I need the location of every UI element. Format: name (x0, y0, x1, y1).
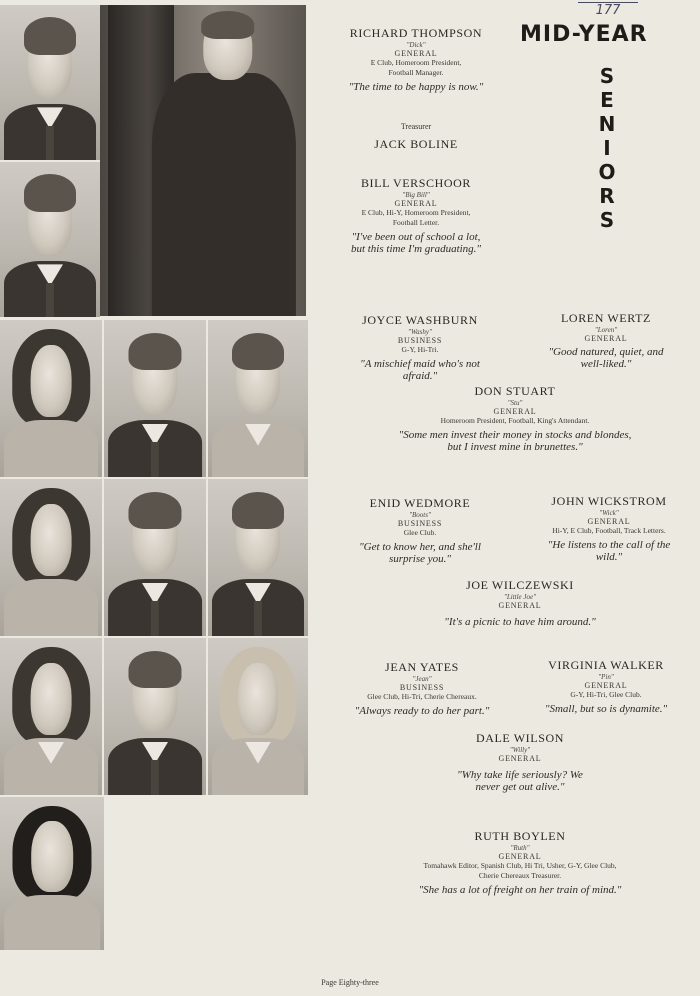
senior-nickname: "Dick" (406, 41, 426, 49)
senior-course: BUSINESS (397, 519, 443, 528)
senior-activities: Hi-Y, E Club, Football, Track Letters. (552, 526, 666, 535)
senior-nickname: "Washy" (408, 328, 432, 336)
senior-nickname: "Stu" (507, 399, 523, 407)
senior-entry (316, 176, 516, 255)
portrait-joyce-washburn (0, 320, 102, 477)
senior-course: GENERAL (498, 754, 542, 763)
senior-entry (320, 496, 520, 565)
senior-quote: "A mischief maid who's not afraid." (360, 358, 480, 382)
senior-course: GENERAL (587, 517, 631, 526)
senior-activities: Glee Club. (403, 528, 437, 537)
senior-entry (316, 26, 516, 93)
officer-label: Treasurer (400, 122, 432, 131)
senior-entry (380, 578, 660, 628)
senior-activities: E Club, Hi-Y, Homeroom President, Football Letter. (361, 208, 471, 227)
senior-name: JEAN YATES (385, 660, 459, 674)
portrait-joe-wilczewski (104, 479, 206, 636)
senior-quote: "The time to be happy is now." (348, 81, 484, 93)
senior-quote: "Why take life seriously? We never get out alive." (457, 769, 583, 793)
senior-course: BUSINESS (399, 683, 445, 692)
senior-name: JACK BOLINE (374, 137, 458, 151)
senior-quote: "He listens to the call of the wild." (547, 539, 671, 563)
senior-nickname: "Ruth" (510, 844, 530, 852)
senior-nickname: "Big Bill" (402, 191, 430, 199)
senior-name: BILL VERSCHOOR (360, 176, 472, 190)
senior-nickname: "Jean" (412, 675, 432, 683)
vertical-title: S E N I O R S (598, 64, 616, 232)
senior-name: RUTH BOYLEN (474, 829, 566, 843)
senior-quote: "I've been out of school a lot, but this time I'm graduating." (350, 231, 482, 255)
senior-name: JOHN WICKSTROM (551, 494, 667, 508)
senior-course: GENERAL (394, 199, 438, 208)
senior-nickname: "Wick" (599, 509, 619, 517)
photo-jack-boline-at-door (100, 5, 306, 316)
senior-entry (316, 122, 516, 152)
senior-activities: G-Y, Hi-Tri. (401, 345, 439, 354)
senior-entry (360, 829, 680, 896)
senior-entry (322, 660, 522, 717)
portrait-richard-thompson (0, 5, 100, 160)
portrait-dale-wilson (104, 638, 206, 795)
portrait-virginia-walker (208, 638, 308, 795)
senior-activities: Glee Club, Hi-Tri, Cherie Chereaux. (367, 692, 477, 701)
senior-nickname: "Little Joe" (503, 593, 537, 601)
senior-course: GENERAL (584, 334, 628, 343)
portrait-ruth-boylen (0, 797, 104, 950)
senior-name: LOREN WERTZ (561, 311, 651, 325)
page-footer: Page Eighty-three (321, 978, 379, 987)
page-title: MID-YEAR (520, 22, 648, 47)
senior-entry (320, 313, 520, 382)
senior-activities: E Club, Homeroom President, Football Manager. (370, 58, 462, 77)
senior-entry (520, 658, 692, 715)
senior-course: GENERAL (493, 407, 537, 416)
senior-name: DON STUART (474, 384, 556, 398)
handwritten-page-number: 177 (578, 2, 638, 18)
senior-name: ENID WEDMORE (369, 496, 471, 510)
senior-name: RICHARD THOMPSON (349, 26, 483, 40)
senior-quote: "Always ready to do her part." (354, 705, 490, 717)
portrait-don-stuart (104, 320, 206, 477)
senior-quote: "Get to know her, and she'll surprise you." (359, 541, 481, 565)
senior-entry (340, 384, 690, 453)
senior-quote: "Small, but so is dynamite." (544, 703, 668, 715)
senior-course: GENERAL (498, 601, 542, 610)
senior-course: GENERAL (498, 852, 542, 861)
senior-quote: "It's a picnic to have him around." (444, 616, 596, 628)
senior-entry (420, 731, 620, 793)
senior-activities: Tomahawk Editor, Spanish Club, Hi Tri, Usher, G-Y, Glee Club, Cherie Chereaux Treasurer. (423, 861, 617, 880)
senior-nickname: "Willy" (509, 746, 531, 754)
portrait-jean-yates (0, 638, 102, 795)
senior-entry (520, 494, 698, 563)
senior-activities: Homeroom President, Football, King's Attendant. (440, 416, 590, 425)
portrait-john-wickstrom (208, 479, 308, 636)
senior-course: GENERAL (394, 49, 438, 58)
portrait-bill-verschoor (0, 162, 100, 317)
senior-name: VIRGINIA WALKER (548, 658, 664, 672)
senior-name: JOE WILCZEWSKI (466, 578, 574, 592)
senior-quote: "Some men invest their money in stocks and blondes, but I invest mine in brunettes." (398, 429, 632, 453)
senior-nickname: "Loren" (594, 326, 618, 334)
senior-quote: "Good natured, quiet, and well-liked." (548, 346, 664, 370)
portrait-enid-wedmore (0, 479, 102, 636)
senior-name: DALE WILSON (475, 731, 565, 745)
senior-activities: G-Y, Hi-Tri, Glee Club. (570, 690, 642, 699)
senior-quote: "She has a lot of freight on her train of mind." (418, 884, 622, 896)
senior-nickname: "Boots" (409, 511, 431, 519)
portrait-loren-wertz (208, 320, 308, 477)
senior-name: JOYCE WASHBURN (362, 313, 478, 327)
senior-entry (520, 311, 692, 370)
senior-course: GENERAL (584, 681, 628, 690)
senior-course: BUSINESS (397, 336, 443, 345)
senior-nickname: "Pin" (598, 673, 614, 681)
